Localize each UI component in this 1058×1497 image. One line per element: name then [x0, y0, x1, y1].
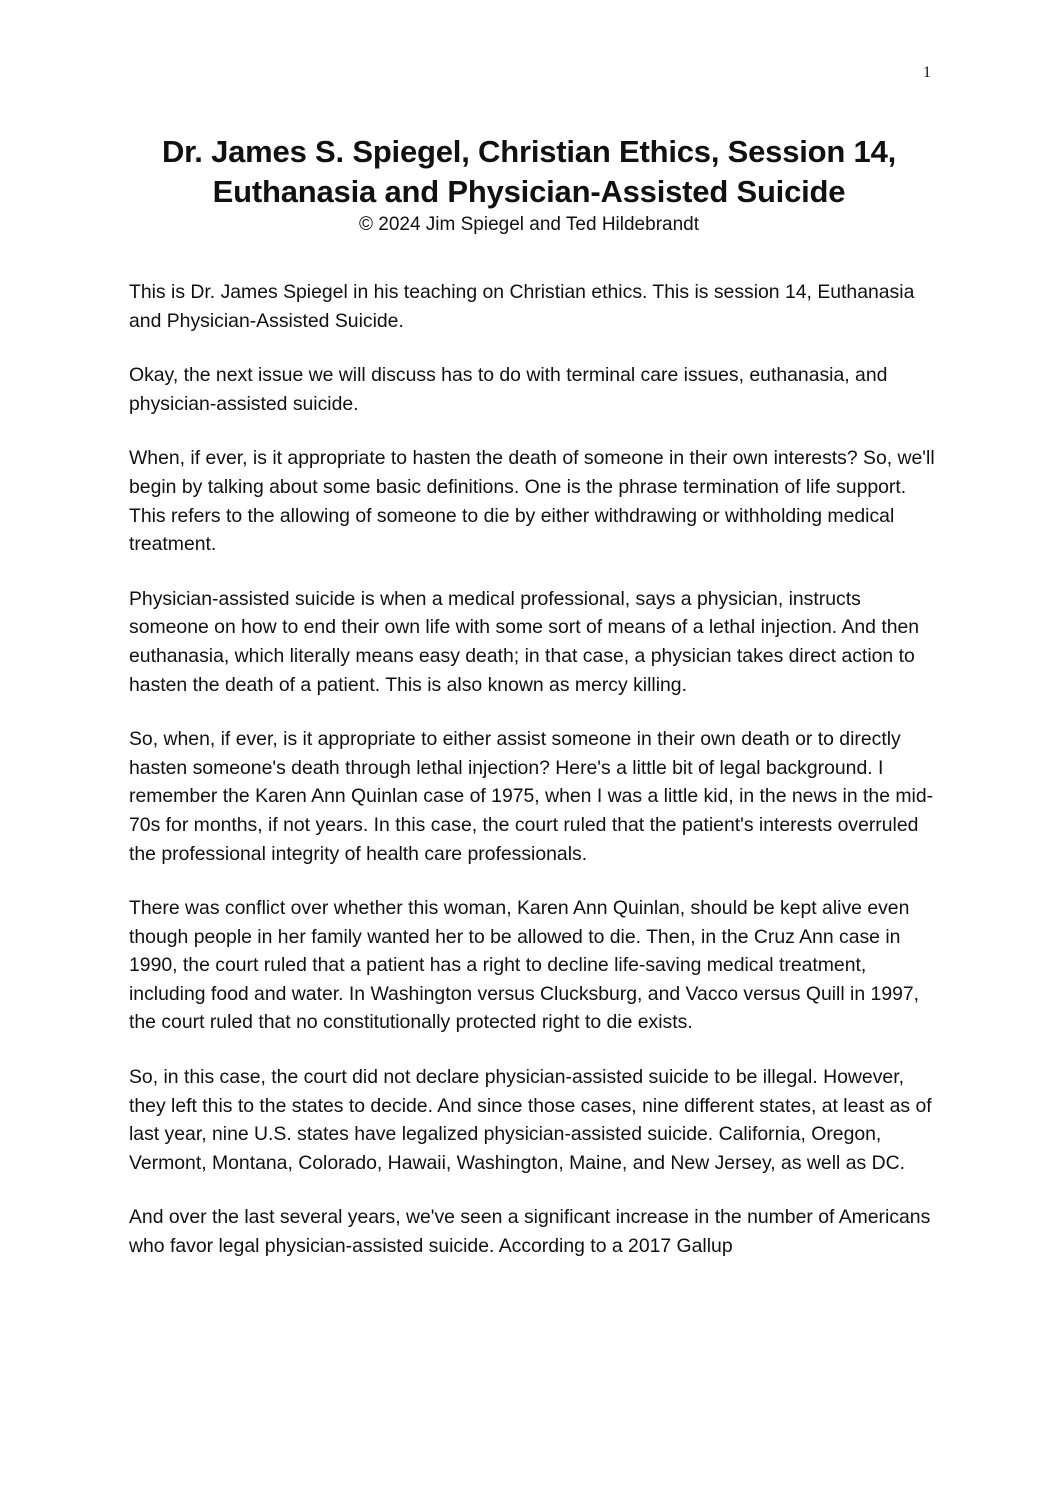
document-body — [129, 278, 939, 1287]
paragraph-6: There was conflict over whether this woman, Karen Ann Quinlan, should be kept alive even though people in her family wanted her to be allowed to die. Then, in the Cruz Ann case in 1990, the court ruled that a patient has a right to decline life-saving medical treatment, including food and water. In Washington versus Clucksburg, and Vacco versus Quill in 1997, the court ruled that no constitutionally protected right to die exists. — [129, 897, 920, 1034]
paragraph-4: Physician-assisted suicide is when a medical professional, says a physician, instructs someone on how to end their own life with some sort of means of a lethal injection. And then euthanasia, which literally means easy death; in that case, a physician takes direct action to hasten the death of a patient. This is also known as mercy killing. — [129, 587, 920, 696]
page-number: 1 — [923, 64, 931, 81]
copyright-notice: © 2024 Jim Spiegel and Ted Hildebrandt — [358, 214, 700, 235]
paragraph-1: This is Dr. James Spiegel in his teaching on Christian ethics. This is session 14, Euthanasia and Physician-Assisted Suicide. — [129, 281, 915, 332]
page-title-line-1: Dr. James S. Spiegel, Christian Ethics, Session 14, — [161, 134, 897, 169]
paragraph-8: And over the last several years, we've seen a significant increase in the number of Americans who favor legal physician-assisted suicide. According to a 2017 Gallup — [129, 1206, 931, 1258]
paragraph-5: So, when, if ever, is it appropriate to either assist someone in their own death or to directly hasten someone's death through lethal injection? Here's a little bit of legal background. I remember the Karen Ann Quinlan case of 1975, when I was a little kid, in the news in the mid-70s for months, if not years. In this case, the court ruled that the patient's interests overruled the professional integrity of health care professionals. — [129, 728, 934, 865]
paragraph-2: Okay, the next issue we will discuss has to do with terminal care issues, euthanasia, and physician-assisted suicide. — [129, 364, 888, 415]
page-title-line-2: Euthanasia and Physician-Assisted Suicide — [212, 174, 846, 209]
document-header — [100, 132, 958, 238]
paragraph-3: When, if ever, is it appropriate to hasten the death of someone in their own interests? So, we'll begin by talking about some basic definitions. One is the phrase termination of life support. This refers to the allowing of someone to die by either withdrawing or withholding medical treatment. — [129, 447, 935, 556]
paragraph-7: So, in this case, the court did not declare physician-assisted suicide to be illegal. However, they left this to the states to decide. And since those cases, nine different states, at least as of last year, nine U.S. states have legalized physician-assisted suicide. California, Oregon, Vermont, Montana, Colorado, Hawaii, Washington, Maine, and New Jersey, as well as DC. — [129, 1066, 932, 1174]
